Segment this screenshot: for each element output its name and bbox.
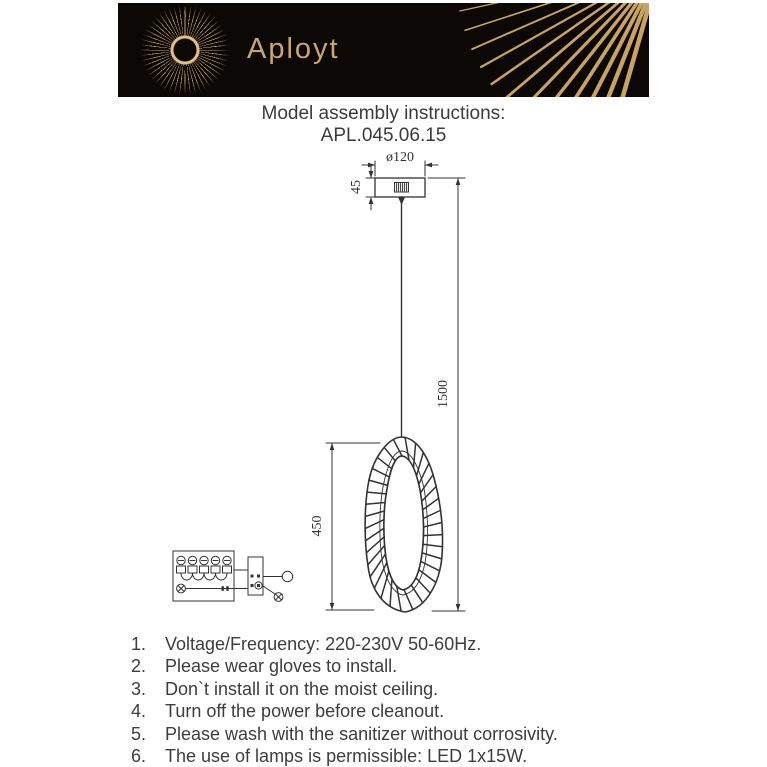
instruction-item [131, 678, 731, 700]
model-number: APL.045.06.15 [320, 125, 447, 146]
instruction-text: Voltage/Frequency: 220-230V 50-60Hz. [165, 634, 482, 654]
instruction-item [131, 723, 731, 745]
lamp-symbol-icon [282, 571, 292, 581]
ground-terminal-icon [274, 593, 283, 602]
dim-diameter-label: ø120 [386, 150, 414, 165]
dim-canopy-height-label: 45 [349, 180, 364, 194]
instruction-text: Please wear gloves to install. [165, 656, 398, 677]
dimension-diameter [362, 150, 438, 176]
dim-lamp-height-label: 450 [310, 515, 325, 537]
instruction-number: 6. [131, 746, 147, 767]
instruction-number: 1. [131, 634, 147, 654]
title-block [0, 103, 767, 147]
driver-box [248, 557, 263, 595]
instruction-text: Please wash with the sanitizer without corrosivity. [165, 723, 558, 744]
instructions-list [131, 633, 731, 767]
pendant-lamp [365, 437, 442, 612]
wiring-diagram [173, 551, 293, 601]
instruction-item [131, 700, 731, 722]
instruction-item [131, 745, 731, 767]
brand-banner [118, 3, 649, 97]
instruction-text: The use of lamps is permissible: LED 1x15W. [165, 746, 528, 767]
brand-wordmark: Aployt [247, 33, 340, 65]
dim-total-height-label: 1500 [436, 380, 451, 408]
instruction-text: Don`t install it on the moist ceiling. [165, 678, 439, 699]
dimension-canopy-height [349, 165, 375, 210]
instruction-item [131, 655, 731, 677]
instruction-text: Turn off the power before cleanout. [165, 701, 445, 722]
instruction-number: 2. [131, 656, 147, 677]
page-title: Model assembly instructions: [261, 103, 506, 124]
ceiling-canopy [375, 178, 425, 205]
sunburst-icon [139, 4, 231, 96]
instruction-number: 5. [131, 723, 147, 744]
instruction-number: 4. [131, 701, 147, 722]
ray-fan-icon [349, 3, 649, 97]
technical-drawing [150, 146, 486, 626]
instruction-number: 3. [131, 678, 147, 699]
instruction-item [131, 633, 731, 655]
